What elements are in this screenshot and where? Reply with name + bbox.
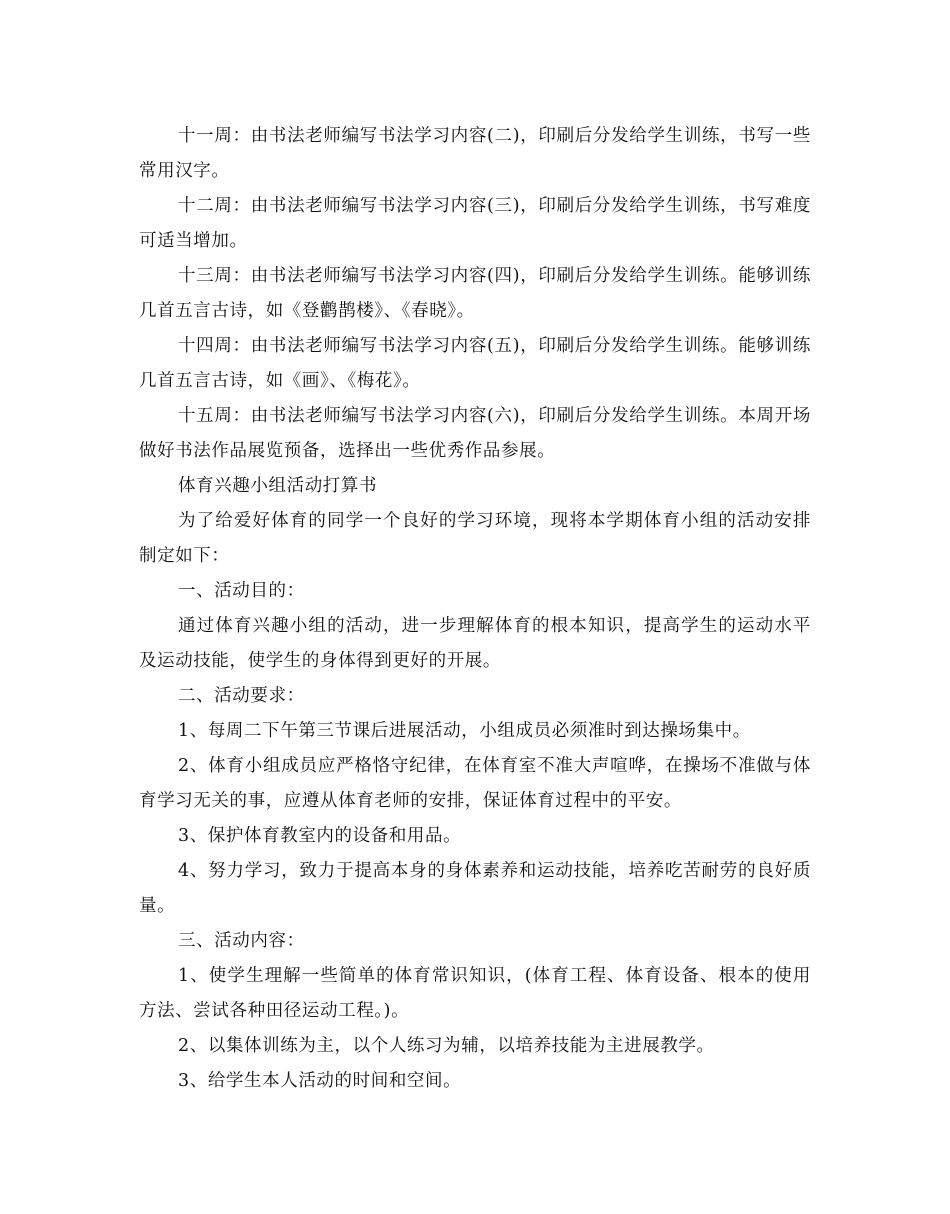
requirement-item-4: 4、努力学习，致力于提高本身的身体素养和运动技能，培养吃苦耐劳的良好质量。 [139,861,811,916]
paragraph-week-13: 十三周：由书法老师编写书法学习内容(四)，印刷后分发给学生训练。能够训练几首五言古诗，如《登鹳鹊楼》、《春晓》。 [139,266,811,321]
paragraph-week-15: 十五周：由书法老师编写书法学习内容(六)，印刷后分发给学生训练。本周开场做好书法作品展览预备，选择出一些优秀作品参展。 [139,406,811,461]
paragraph-intro: 为了给爱好体育的同学一个良好的学习环境，现将本学期体育小组的活动安排制定如下： [139,511,811,566]
content-item-3: 3、给学生本人活动的时间和空间。 [178,1071,462,1091]
requirement-item-1: 1、每周二下午第三节课后进展活动，小组成员必须准时到达操场集中。 [178,721,751,741]
paragraph-purpose: 通过体育兴趣小组的活动，进一步理解体育的根本知识，提高学生的运动水平及运动技能，使学生的身体得到更好的开展。 [139,616,811,671]
content-item-2: 2、以集体训练为主，以个人练习为辅，以培养技能为主进展教学。 [178,1036,715,1056]
heading-requirements: 二、活动要求： [178,686,305,706]
paragraph-week-14: 十四周：由书法老师编写书法学习内容(五)，印刷后分发给学生训练。能够训练几首五言古诗，如《画》、《梅花》。 [139,336,811,391]
content-item-1: 1、使学生理解一些简单的体育常识知识，(体育工程、体育设备、根本的使用方法、尝试各种田径运动工程。)。 [139,966,811,1021]
requirement-item-2: 2、体育小组成员应严格恪守纪律，在体育室不准大声喧哗，在操场不准做与体育学习无关的事，应遵从体育老师的安排，保证体育过程中的平安。 [139,756,811,811]
paragraph-week-11: 十一周：由书法老师编写书法学习内容(二)，印刷后分发给学生训练，书写一些常用汉字。 [139,126,811,181]
requirement-item-3: 3、保护体育教室内的设备和用品。 [178,826,462,846]
heading-purpose: 一、活动目的： [178,581,305,601]
paragraph-week-12: 十二周：由书法老师编写书法学习内容(三)，印刷后分发给学生训练，书写难度可适当增加。 [139,196,811,251]
section-title: 体育兴趣小组活动打算书 [178,476,378,496]
document-body [139,119,811,1099]
heading-content: 三、活动内容： [178,931,305,951]
